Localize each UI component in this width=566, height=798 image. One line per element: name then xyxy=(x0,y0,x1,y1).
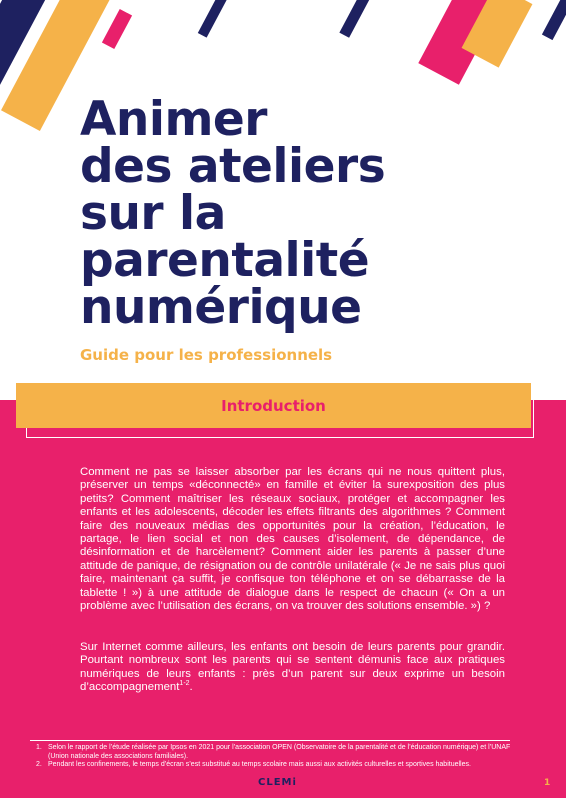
title-line: sur la xyxy=(80,186,226,241)
title-line: Animer xyxy=(80,92,267,147)
footnotes xyxy=(36,744,516,770)
title-line: des ateliers xyxy=(80,139,386,194)
stripe-navy-right xyxy=(542,0,566,40)
footnote-item xyxy=(36,744,516,761)
body-paragraph-1: Comment ne pas se laisser absorber par les écrans qui ne nous quittent plus, préserver un temps «déconnecté» en famille et éviter la surexposition des plus petits? Comment maîtriser les réseaux sociaux, protéger et accompagner les enfants et les adolescents, décoder les effets filtrants des algorithmes ? Comment faire des nouveaux médias des opportunités pour la création, l’éducation, le partage, le lien social et non des causes d’isolement, de dépendance, de désinformation et de harcèlement? Comment aider les parents à passer d’une attitude de panique, de résignation ou de contrôle unilatérale (« Je ne sais plus quoi faire, maintenant ça suffit, je confisque ton téléphone et on se débarrasse de la tablette ! ») à une attitude de dialogue dans le respect de chacun (« On a un problème avec l’utilisation des écrans, on va trouver des solutions ensemble. ») ? xyxy=(80,466,505,613)
footnote-text: Selon le rapport de l’étude réalisée par Ipsos en 2021 pour l’association OPEN (Observatoire de la parentalité et de l’éducation numérique) et l’UNAF (Union nationale des associations familiales). xyxy=(48,744,511,760)
footnote-text: Pendant les confinements, le temps d’écran s’est substitué au temps scolaire mais aussi aux activités culturelles et sportives habituelles. xyxy=(48,761,471,769)
footnote-number: 1. xyxy=(36,744,42,751)
paragraph-end: . xyxy=(189,681,193,694)
stripe-navy-mid xyxy=(339,0,371,38)
title-line: numérique xyxy=(80,280,362,335)
page-title xyxy=(80,92,520,335)
section-heading: Introduction xyxy=(221,396,326,415)
footnote-item xyxy=(36,761,516,770)
clemi-logo: CLEMi xyxy=(258,777,297,788)
stripe-pink-small xyxy=(102,9,132,49)
footnote-divider xyxy=(30,740,510,741)
footnote-reference: 1-2 xyxy=(179,680,190,688)
stripe-navy-center xyxy=(198,0,228,38)
footnote-number: 2. xyxy=(36,761,42,769)
page-number: 1 xyxy=(544,778,551,788)
page-subtitle: Guide pour les professionnels xyxy=(80,346,333,364)
intro-banner xyxy=(16,383,531,428)
title-line: parentalité xyxy=(80,233,370,288)
body-paragraph-2 xyxy=(80,641,505,695)
paragraph-text: Sur Internet comme ailleurs, les enfants ont besoin de leurs parents pour grandir. Pourtant nombreux sont les parents qui se sentent démunis face aux pratiques numériques de leurs enfants : près d’un parent sur deux exprime un besoin d’accompagnement xyxy=(80,641,505,694)
